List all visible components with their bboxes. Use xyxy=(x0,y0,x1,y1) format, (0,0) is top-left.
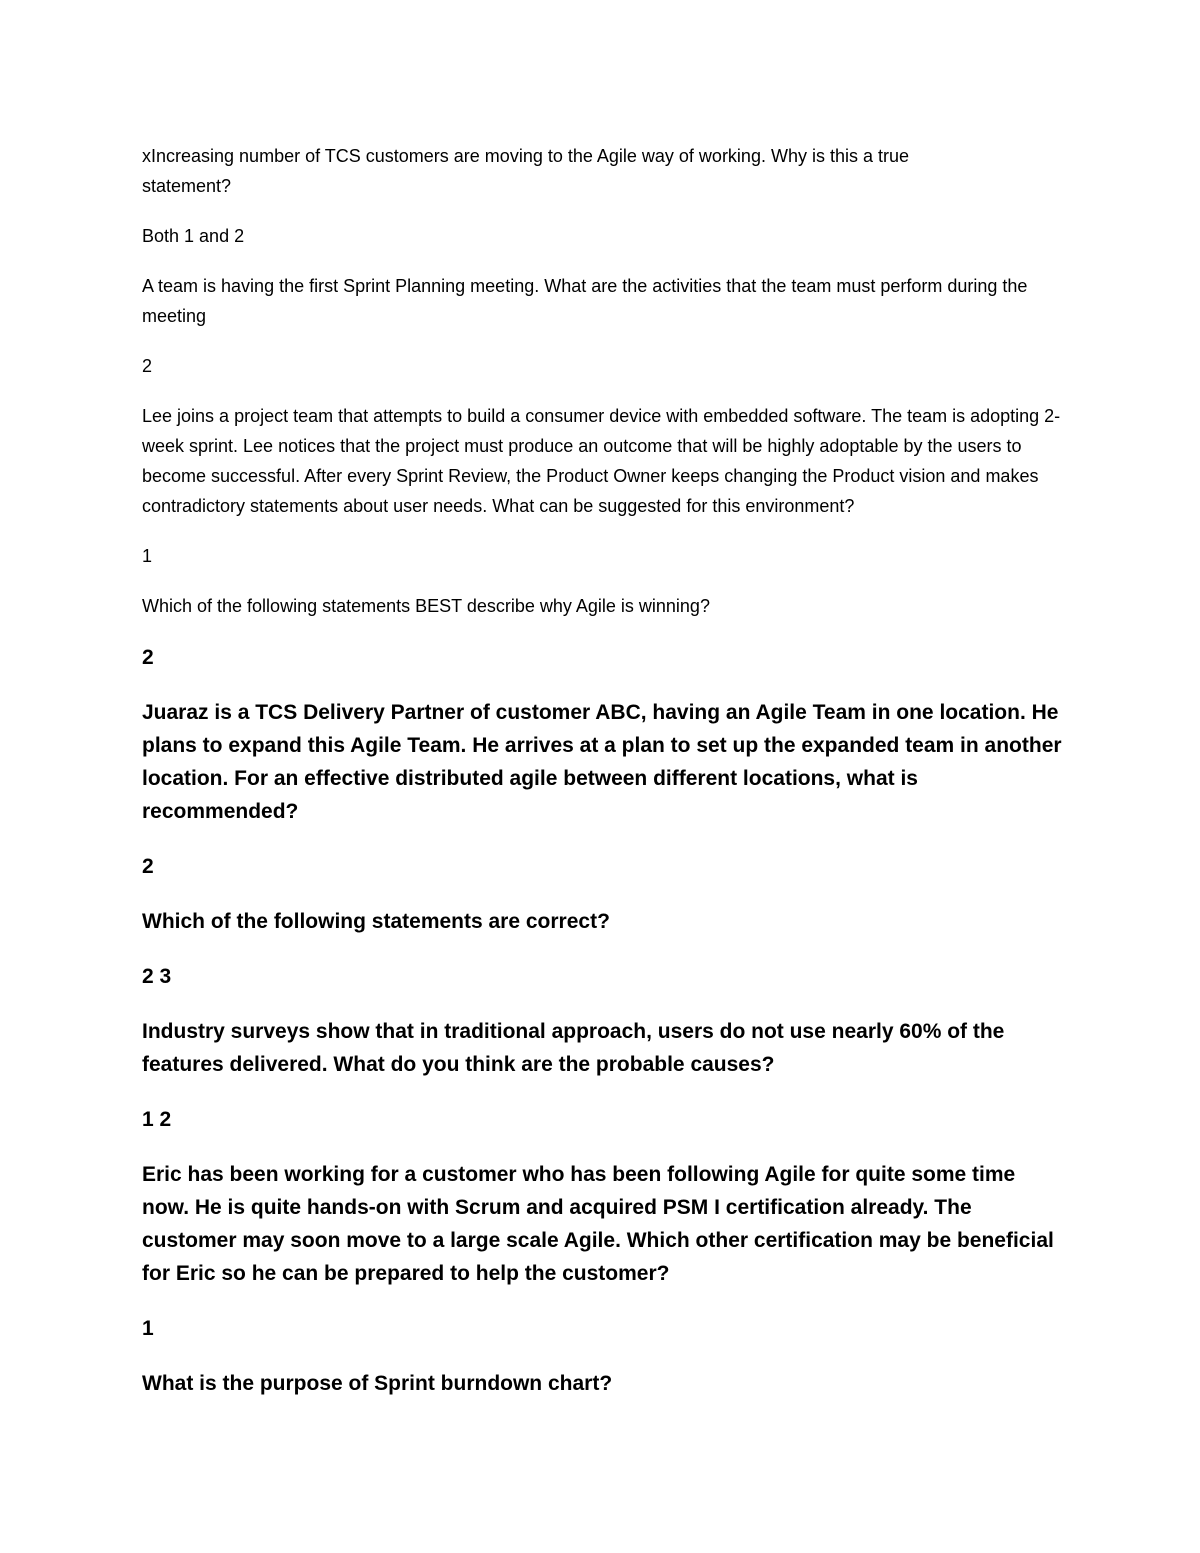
question-1: xIncreasing number of TCS customers are moving to the Agile way of working. Why is this a true statement? xyxy=(142,146,909,196)
question-9: What is the purpose of Sprint burndown chart? xyxy=(142,1372,613,1395)
answer-3: 1 xyxy=(142,546,153,566)
answer-6: 2 3 xyxy=(142,965,172,988)
question-5: Juaraz is a TCS Delivery Partner of customer ABC, having an Agile Team in one location. He plans to expand this Agile Team. He arrives at a plan to set up the expanded team in another location. For an effective distributed agile between different locations, what is recommended? xyxy=(142,701,1062,823)
question-2: A team is having the first Sprint Planning meeting. What are the activities that the team must perform during the meeting xyxy=(142,276,1028,326)
answer-7: 1 2 xyxy=(142,1108,172,1131)
question-6: Which of the following statements are correct? xyxy=(142,910,610,933)
answer-4: 2 xyxy=(142,646,154,669)
answer-1: Both 1 and 2 xyxy=(142,226,245,246)
answer-5: 2 xyxy=(142,855,154,878)
question-7: Industry surveys show that in traditional approach, users do not use nearly 60% of the features delivered. What do you think are the probable causes? xyxy=(142,1020,1005,1076)
document-body xyxy=(142,141,1072,1422)
question-4: Which of the following statements BEST describe why Agile is winning? xyxy=(142,596,710,616)
question-8: Eric has been working for a customer who has been following Agile for quite some time now. He is quite hands-on with Scrum and acquired PSM I certification already. The customer may soon move to a large scale Agile. Which other certification may be beneficial for Eric so he can be prepared to help the customer? xyxy=(142,1163,1054,1285)
answer-2: 2 xyxy=(142,356,153,376)
question-3: Lee joins a project team that attempts to build a consumer device with embedded software. The team is adopting 2-week sprint. Lee notices that the project must produce an outcome that will be highly adoptable by the users to become successful. After every Sprint Review, the Product Owner keeps changing the Product vision and makes contradictory statements about user needs. What can be suggested for this environment? xyxy=(142,406,1061,516)
answer-8: 1 xyxy=(142,1317,154,1340)
